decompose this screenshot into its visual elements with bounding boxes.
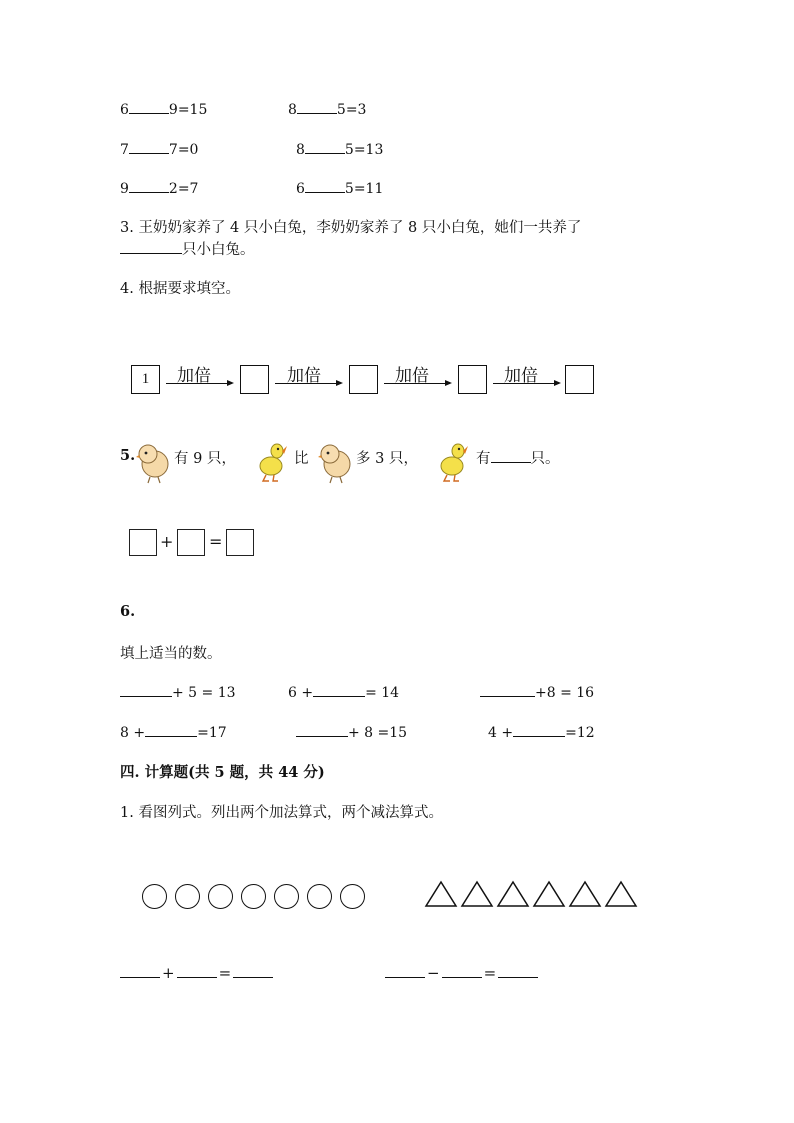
- answer-blank[interactable]: [145, 722, 197, 737]
- eq-row-3-left: [120, 178, 198, 197]
- eq-rest: = 14: [365, 685, 400, 701]
- eq-number: 9: [120, 181, 129, 197]
- triangle-shape: [534, 882, 564, 906]
- answer-blank[interactable]: [442, 963, 482, 978]
- q6-number: 6.: [120, 603, 136, 620]
- q6-row2-b: [296, 722, 407, 741]
- eq-prefix: 8 +: [120, 725, 146, 741]
- q3-line1: 3. 王奶奶家养了 4 只小白兔，李奶奶家养了 8 只小白兔，她们一共养了: [120, 220, 582, 236]
- answer-blank[interactable]: [120, 682, 172, 697]
- triangle-shape: [426, 882, 456, 906]
- step-label: 加倍: [177, 366, 211, 386]
- eq-row-3-right: [296, 178, 383, 197]
- circle-shape: [208, 884, 233, 909]
- eq-row-2-left: [120, 139, 198, 158]
- minus-sign: −: [427, 964, 440, 982]
- q5-text-3: 多 3 只，: [356, 451, 418, 467]
- q5-unit: 只。: [530, 451, 560, 467]
- eq-number: 8: [296, 142, 305, 158]
- equals-sign: =: [209, 532, 223, 551]
- triangle-shape: [606, 882, 636, 906]
- eq-rest: =17: [197, 725, 227, 741]
- duck-icon: [257, 438, 287, 482]
- answer-blank[interactable]: [120, 963, 160, 978]
- addition-equation: [120, 963, 273, 982]
- eq-rest: 5=13: [344, 142, 384, 158]
- q6-row1-b: [288, 682, 399, 701]
- answer-blank[interactable]: [233, 963, 273, 978]
- answer-blank[interactable]: [313, 682, 365, 697]
- arrow-icon: [166, 383, 232, 384]
- triangle-shape: [462, 882, 492, 906]
- q5-text-1: 有 9 只，: [174, 451, 236, 467]
- q3-line2: [120, 238, 255, 259]
- eq-rest: 5=3: [336, 102, 367, 118]
- answer-box[interactable]: [458, 365, 487, 394]
- answer-box[interactable]: [129, 529, 157, 556]
- circle-shape: [241, 884, 266, 909]
- q6-row2-c: [488, 722, 595, 741]
- circle-shape: [340, 884, 365, 909]
- eq-prefix: 4 +: [488, 725, 514, 741]
- answer-box[interactable]: [240, 365, 269, 394]
- arrow-icon: [275, 383, 341, 384]
- eq-row-1-right: [288, 99, 366, 118]
- q4-title: 4. 根据要求填空。: [120, 281, 240, 297]
- arrow-icon: [493, 383, 559, 384]
- eq-rest: 7=0: [168, 142, 199, 158]
- answer-blank[interactable]: [129, 139, 169, 154]
- triangle-shape: [498, 882, 528, 906]
- q3-suffix: 只小白兔。: [182, 242, 255, 258]
- triangle-group: [424, 880, 638, 910]
- answer-box[interactable]: [177, 529, 205, 556]
- start-box: 1: [131, 365, 160, 394]
- q5-have: 有: [476, 451, 491, 467]
- answer-blank[interactable]: [296, 722, 348, 737]
- circle-shape: [274, 884, 299, 909]
- answer-box[interactable]: [565, 365, 594, 394]
- answer-blank[interactable]: [305, 139, 345, 154]
- chick-icon: [136, 440, 172, 484]
- eq-rest: + 5 = 13: [172, 685, 236, 701]
- duck-icon: [438, 438, 468, 482]
- q6-row1-a: [120, 682, 236, 701]
- eq-rest: +8 = 16: [535, 685, 595, 701]
- eq-number: 6: [120, 102, 129, 118]
- step-label: 加倍: [287, 366, 321, 386]
- q6-instruction: 填上适当的数。: [120, 646, 222, 662]
- answer-box[interactable]: [349, 365, 378, 394]
- circle-shape: [142, 884, 167, 909]
- section-title: 四. 计算题(共 5 题，共 44 分): [120, 764, 325, 781]
- plus-sign: +: [160, 532, 174, 551]
- answer-blank[interactable]: [513, 722, 565, 737]
- plus-sign: +: [162, 964, 175, 982]
- triangle-shape: [570, 882, 600, 906]
- answer-blank[interactable]: [129, 178, 169, 193]
- eq-number: 7: [120, 142, 129, 158]
- q6-row2-a: [120, 722, 227, 741]
- q5-text-2: 比: [294, 451, 309, 467]
- section4-q1: 1. 看图列式。列出两个加法算式，两个减法算式。: [120, 805, 443, 821]
- q6-row1-c: [480, 682, 594, 701]
- answer-blank[interactable]: [480, 682, 535, 697]
- circle-shape: [307, 884, 332, 909]
- arrow-icon: [384, 383, 450, 384]
- answer-blank[interactable]: [498, 963, 538, 978]
- step-label: 加倍: [504, 366, 538, 386]
- eq-row-2-right: [296, 139, 383, 158]
- answer-blank[interactable]: [120, 239, 182, 254]
- answer-box[interactable]: [226, 529, 254, 556]
- eq-rest: =12: [565, 725, 595, 741]
- answer-blank[interactable]: [491, 448, 531, 463]
- eq-rest: 5=11: [344, 181, 384, 197]
- q5-number: 5.: [120, 447, 136, 464]
- eq-row-1-left: [120, 99, 207, 118]
- answer-blank[interactable]: [129, 99, 169, 114]
- equals-sign: =: [218, 964, 232, 982]
- eq-number: 6: [296, 181, 305, 197]
- step-label: 加倍: [395, 366, 429, 386]
- circle-shape: [175, 884, 200, 909]
- chick-icon: [318, 440, 354, 484]
- answer-blank[interactable]: [305, 178, 345, 193]
- answer-blank[interactable]: [297, 99, 337, 114]
- eq-rest: + 8 =15: [348, 725, 408, 741]
- equals-sign: =: [483, 964, 497, 982]
- eq-number: 8: [288, 102, 297, 118]
- answer-blank[interactable]: [385, 963, 425, 978]
- answer-blank[interactable]: [177, 963, 217, 978]
- q5-text-4: [476, 447, 560, 468]
- eq-rest: 2=7: [168, 181, 199, 197]
- eq-rest: 9=15: [168, 102, 208, 118]
- eq-prefix: 6 +: [288, 685, 314, 701]
- subtraction-equation: [385, 963, 538, 982]
